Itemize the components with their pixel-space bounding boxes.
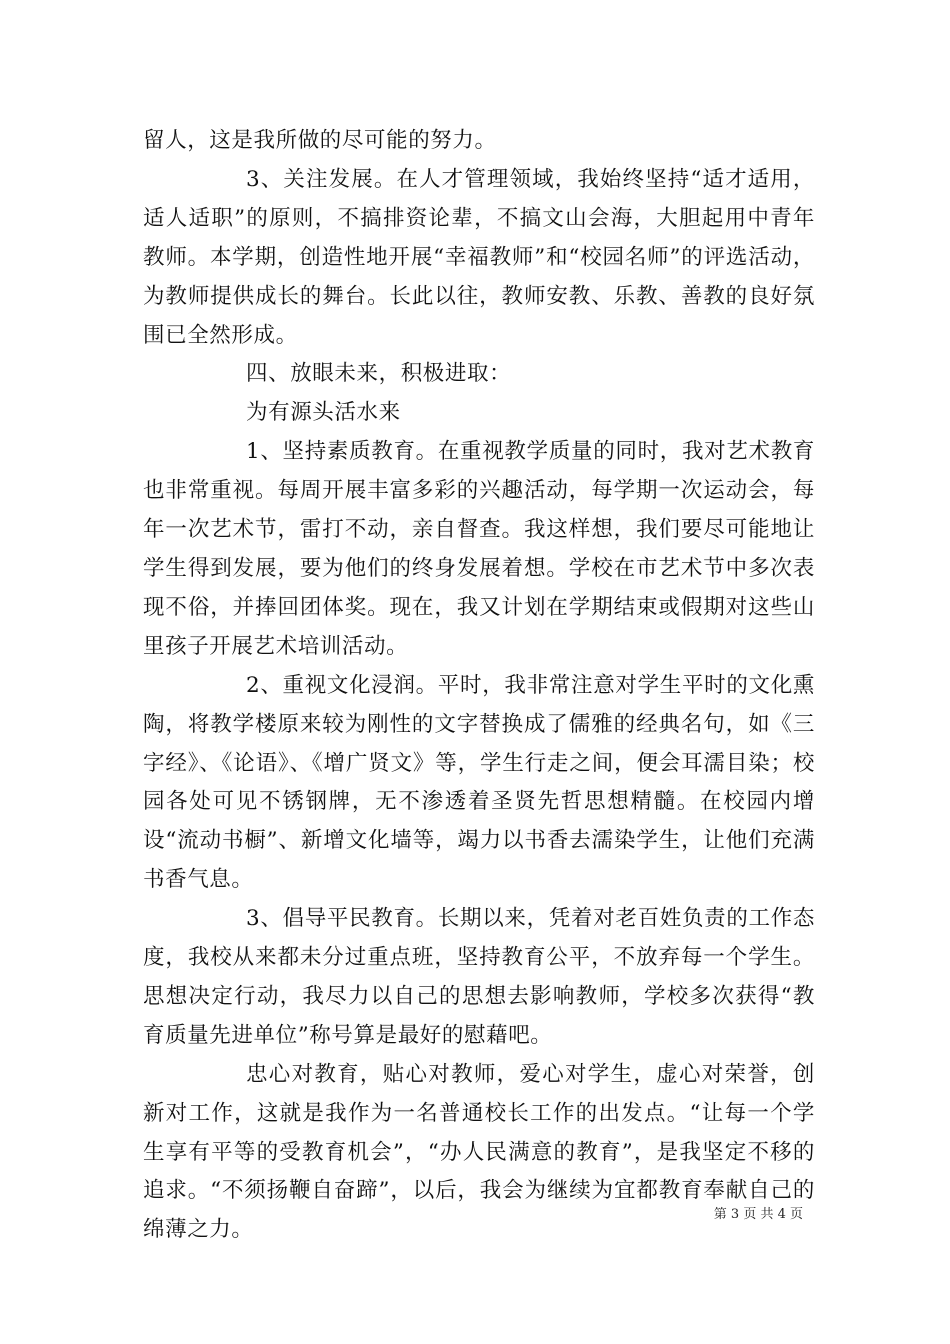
- paragraph-conclusion: 忠心对教育，贴心对教师，爱心对学生，虚心对荣誉，创新对工作，这就是我作为一名普通校长工作的出发点。“让每一个学生享有平等的受教育机会”，“办人民满意的教育”，是我坚定不移的追求。“不须扬鞭自奋蹄”，以后，我会为继续为宜都教育奉献自己的绵薄之力。: [143, 1061, 815, 1243]
- paragraph-continuation: 留人，这是我所做的尽可能的努力。: [143, 128, 497, 153]
- paragraph-civilian-education: 3、倡导平民教育。长期以来，凭着对老百姓负责的工作态度，我校从来都未分过重点班，坚持教育公平，不放弃每一个学生。思想决定行动，我尽力以自己的思想去影响教师，学校多次获得“教育质量先进单位”称号算是最好的慰藉吧。: [143, 906, 815, 1048]
- page-number-footer: 第 3 页 共 4 页: [713, 1207, 803, 1222]
- section-heading-future: 四、放眼未来，积极进取：: [246, 361, 512, 387]
- section-subheading: 为有源头活水来: [246, 400, 401, 426]
- paragraph-cultural-immersion: 2、重视文化浸润。平时，我非常注意对学生平时的文化熏陶，将教学楼原来较为刚性的文字替换成了儒雅的经典名句，如《三字经》、《论语》、《增广贤文》等，学生行走之间，便会耳濡目染；校园各处可见不锈钢牌，无不渗透着圣贤先哲思想精髓。在校园内增设“流动书橱”、新增文化墙等，竭力以书香去濡染学生，让他们充满书香气息。: [143, 672, 815, 893]
- paragraph-focus-development: 3、关注发展。在人才管理领域，我始终坚持“适才适用，适人适职”的原则，不搞排资论辈，不搞文山会海，大胆起用中青年教师。本学期，创造性地开展“幸福教师”和“校园名师”的评选活动，为教师提供成长的舞台。长此以往，教师安教、乐教、善教的良好氛围已全然形成。: [143, 166, 815, 348]
- paragraph-quality-education: 1、坚持素质教育。在重视教学质量的同时，我对艺术教育也非常重视。每周开展丰富多彩的兴趣活动，每学期一次运动会，每年一次艺术节，雷打不动，亲自督查。我这样想，我们要尽可能地让学生得到发展，要为他们的终身发展着想。学校在市艺术节中多次表现不俗，并捧回团体奖。现在，我又计划在学期结束或假期对这些山里孩子开展艺术培训活动。: [143, 439, 815, 659]
- body-text: [143, 122, 815, 1250]
